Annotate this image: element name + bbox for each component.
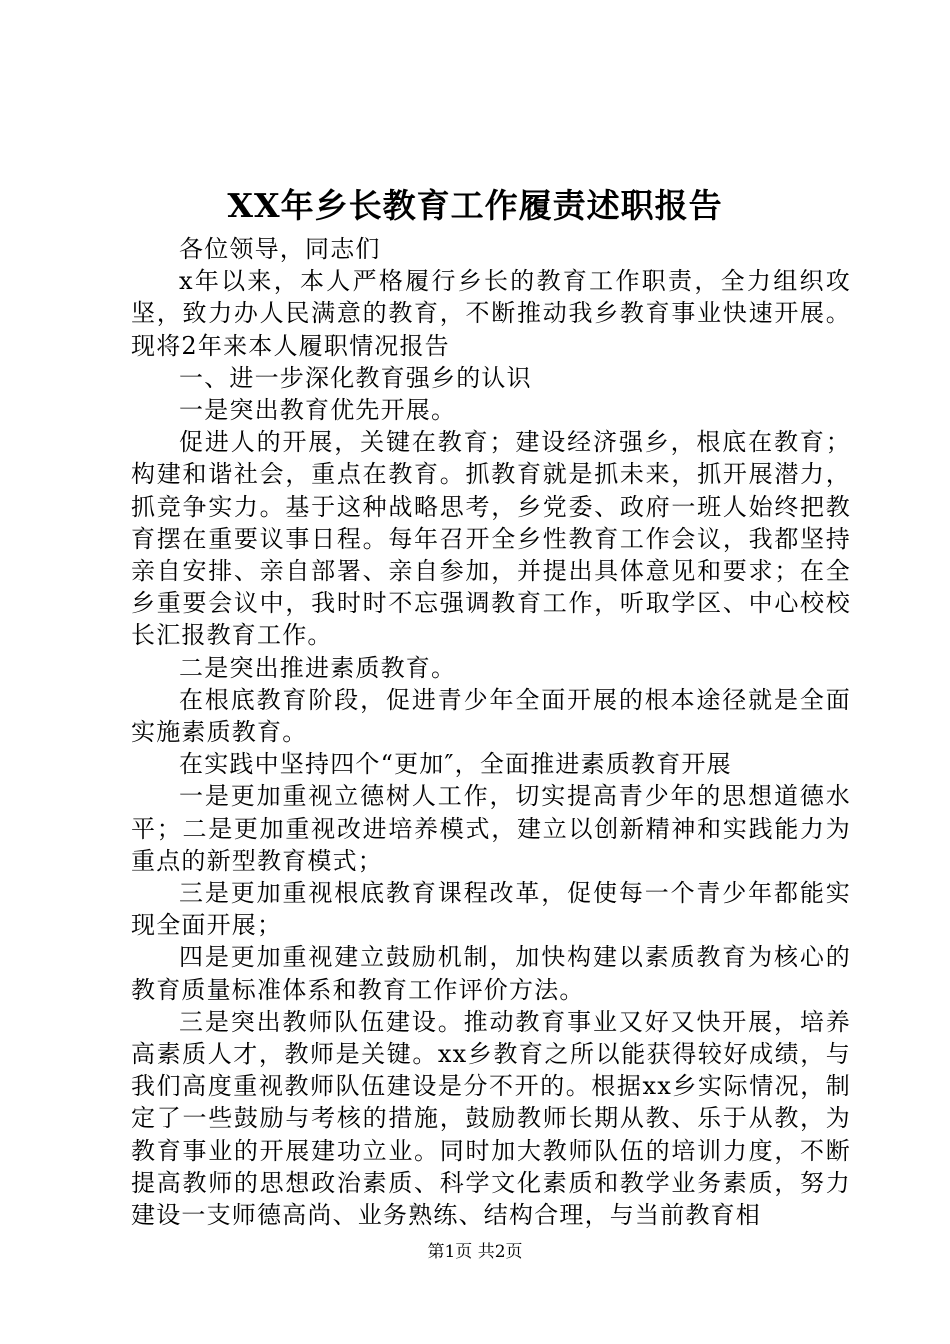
paragraph: x年以来，本人严格履行乡长的教育工作职责，全力组织攻坚，致力办人民满意的教育，不断推动我乡教育事业快速开展。现将2年来本人履职情况报告 bbox=[131, 267, 851, 360]
paragraph: 各位领导，同志们 bbox=[179, 235, 381, 263]
subheading: 二是突出推进素质教育。 bbox=[179, 653, 457, 682]
section-heading: 一、进一步深化教育强乡的认识 bbox=[179, 363, 532, 392]
document-body bbox=[131, 233, 851, 1231]
paragraph: 一是更加重视立德树人工作，切实提高青少年的思想道德水平；二是更加重视改进培养模式，建立以创新精神和实践能力为重点的新型教育模式； bbox=[131, 782, 851, 875]
paragraph: 在实践中坚持四个“更加″，全面推进素质教育开展 bbox=[179, 750, 732, 779]
paragraph: 四是更加重视建立鼓励机制，加快构建以素质教育为核心的教育质量标准体系和教育工作评价方法。 bbox=[131, 943, 851, 1004]
paragraph: 在根底教育阶段，促进青少年全面开展的根本途径就是全面实施素质教育。 bbox=[131, 685, 851, 747]
paragraph: 促进人的开展，关键在教育；建设经济强乡，根底在教育；构建和谐社会，重点在教育。抓教育就是抓未来，抓开展潜力，抓竞争实力。基于这种战略思考，乡党委、政府一班人始终把教育摆在重要议事日程。每年召开全乡性教育工作会议，我都坚持亲自安排、亲自部署、亲自参加，并提出具体意见和要求；在全乡重要会议中，我时时不忘强调教育工作，听取学区、中心校校长汇报教育工作。 bbox=[131, 428, 851, 650]
document-title: XX年乡长教育工作履责述职报告 bbox=[227, 186, 723, 225]
page-number: 第1页 共2页 bbox=[427, 1242, 523, 1262]
subheading: 一是突出教育优先开展。 bbox=[179, 396, 457, 425]
paragraph: 三是突出教师队伍建设。推动教育事业又好又快开展，培养高素质人才，教师是关键。xx乡教育之所以能获得较好成绩，与我们高度重视教师队伍建设是分不开的。根据xx乡实际情况，制定了一些鼓励与考核的措施，鼓励教师长期从教、乐于从教，为教育事业的开展建功立业。同时加大教师队伍的培训力度，不断提高教师的思想政治素质、科学文化素质和教学业务素质，努力建设一支师德高尚、业务熟练、结构合理，与当前教育相 bbox=[131, 1007, 851, 1230]
paragraph: 三是更加重视根底教育课程改革，促使每一个青少年都能实现全面开展； bbox=[131, 879, 851, 940]
